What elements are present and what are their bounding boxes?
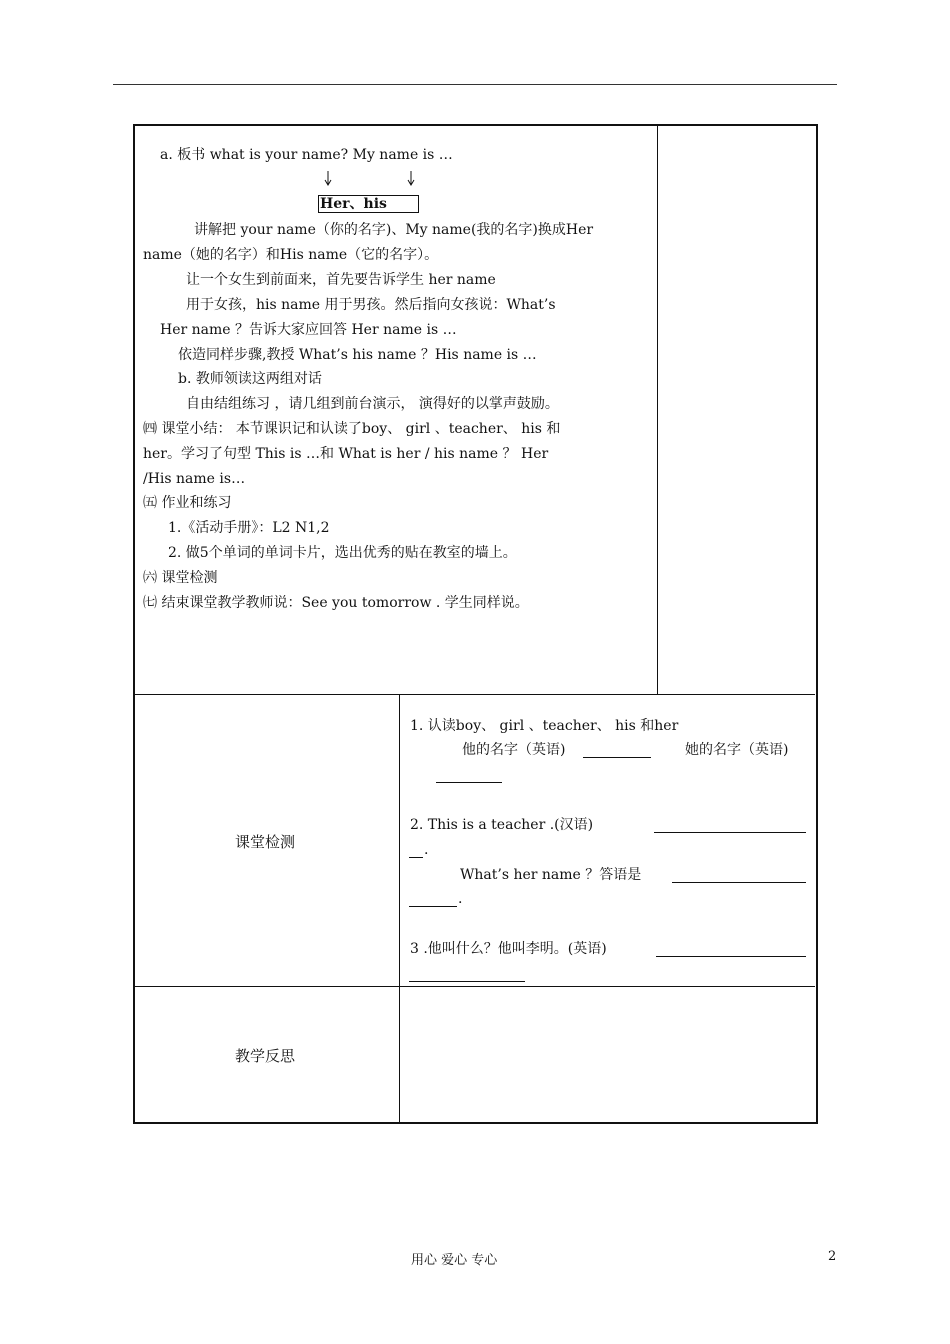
- label-column-divider: [399, 694, 400, 1122]
- board-writing-line: a. 板书 what is your name? My name is …: [160, 147, 453, 163]
- q2-period: .: [424, 842, 429, 858]
- header-rule: [113, 84, 837, 85]
- her-his-box: Her、his: [318, 195, 419, 213]
- reflection-label: 教学反思: [235, 1047, 296, 1065]
- homework-item: 2. 做5个单词的单词卡片，选出优秀的贴在教室的墙上。: [168, 545, 517, 561]
- answer-blank: [583, 757, 651, 758]
- homework-item: 1.《活动手册》：L2 N1,2: [168, 520, 330, 536]
- answer-blank: [654, 832, 806, 833]
- procedure-line: 讲解把 your name（你的名字)、My name(我的名字)换成Her: [194, 222, 594, 238]
- procedure-line: 依造同样步骤,教授 What’s his name ？His name is …: [178, 347, 537, 363]
- check-heading: ㈥ 课堂检测: [143, 570, 218, 586]
- answer-blank: [409, 906, 457, 907]
- procedure-line: Her name ？告诉大家应回答 Her name is …: [160, 322, 457, 338]
- procedure-line: 自由结组练习 ，请几组到前台演示， 演得好的以掌声鼓励。: [186, 396, 559, 412]
- answer-blank: [409, 857, 423, 858]
- q1-her-prompt: 她的名字（英语): [685, 742, 789, 758]
- q2-line: 2. This is a teacher .(汉语): [410, 817, 594, 833]
- q1-his-prompt: 他的名字（英语): [462, 742, 566, 758]
- down-arrow-icon: [406, 170, 416, 188]
- answer-blank: [672, 882, 806, 883]
- procedure-line: 让一个女生到前面来，首先要告诉学生 her name: [186, 272, 496, 288]
- q3-line: 3 .他叫什么？他叫李明。(英语): [410, 941, 607, 957]
- procedure-line: name（她的名字）和His name（它的名字）。: [143, 247, 439, 263]
- procedure-line: b. 教师领读这两组对话: [178, 371, 322, 387]
- homework-heading: ㈤ 作业和练习: [143, 495, 232, 511]
- answer-blank: [656, 956, 806, 957]
- footer-motto: 用心 爱心 专心: [411, 1253, 498, 1268]
- summary-line: her。学习了句型 This is …和 What is her / his name ？ Her: [143, 446, 549, 462]
- summary-line: ㈣ 课堂小结： 本节课识记和认读了boy、 girl 、teacher、 his 和: [143, 421, 561, 437]
- answer-blank: [409, 981, 525, 982]
- check-label: 课堂检测: [235, 833, 296, 851]
- q2-period: .: [458, 891, 463, 907]
- right-column-divider: [657, 125, 658, 695]
- down-arrow-icon: [323, 170, 333, 188]
- q1-line: 1. 认读boy、 girl 、teacher、 his 和her: [410, 718, 679, 734]
- page-number: 2: [828, 1249, 837, 1264]
- q2-her-name: What’s her name ？答语是: [460, 867, 642, 883]
- answer-blank: [436, 782, 502, 783]
- closing-line: ㈦ 结束课堂教学教师说：See you tomorrow . 学生同样说。: [143, 595, 529, 611]
- procedure-line: 用于女孩，his name 用于男孩。然后指向女孩说：What’s: [186, 297, 556, 313]
- summary-line: /His name is…: [143, 471, 246, 487]
- row-divider-1: [134, 694, 815, 695]
- row-divider-2: [134, 986, 815, 987]
